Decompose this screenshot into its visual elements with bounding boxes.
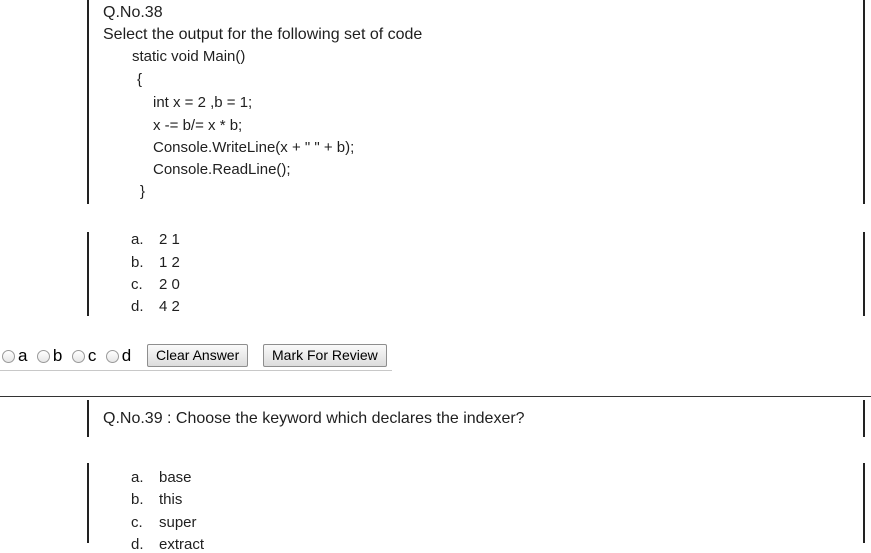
option-text: 4 2 [159, 298, 180, 315]
option-text: base [159, 469, 192, 486]
code-line-7: } [140, 183, 146, 200]
option-letter: d. [131, 536, 144, 553]
code-line-4: x -= b/= x * b; [153, 117, 243, 134]
option-text: extract [159, 536, 205, 553]
q38-right-border [863, 0, 865, 204]
radio-label-c[interactable]: c [87, 346, 97, 365]
option-letter: b. [131, 491, 144, 508]
option-letter: d. [131, 298, 144, 315]
radio-c[interactable] [72, 350, 85, 363]
option-text: 1 2 [159, 254, 180, 271]
option-letter: c. [131, 514, 143, 531]
mark-for-review-button[interactable]: Mark For Review [263, 344, 387, 367]
option-text: this [159, 491, 183, 508]
q39-options-left-border [87, 463, 89, 543]
code-line-5: Console.WriteLine(x + " " + b); [153, 139, 355, 156]
q38-number: Q.No.38 [103, 4, 163, 21]
code-line-2: { [137, 71, 143, 88]
radio-b[interactable] [37, 350, 50, 363]
answer-radios [2, 346, 136, 366]
option-text: 2 0 [159, 276, 180, 293]
q38-options-right-border [863, 232, 865, 316]
code-line-6: Console.ReadLine(); [153, 161, 291, 178]
q38-options-left-border [87, 232, 89, 316]
clear-answer-button[interactable]: Clear Answer [147, 344, 248, 367]
q39-options-right-border [863, 463, 865, 543]
q39-title: Q.No.39 : Choose the keyword which declares the indexer? [103, 410, 525, 427]
option-text: 2 1 [159, 231, 180, 248]
option-letter: a. [131, 231, 144, 248]
q38-left-border [87, 0, 89, 204]
radio-d[interactable] [106, 350, 119, 363]
q38-prompt: Select the output for the following set of code [103, 26, 423, 43]
radio-a[interactable] [2, 350, 15, 363]
option-letter: b. [131, 254, 144, 271]
radio-label-a[interactable]: a [18, 346, 28, 365]
option-letter: a. [131, 469, 144, 486]
radio-label-d[interactable]: d [121, 346, 132, 365]
q39-right-border [863, 400, 865, 437]
radio-label-b[interactable]: b [52, 346, 63, 365]
code-line-3: int x = 2 ,b = 1; [153, 94, 253, 111]
q39-left-border [87, 400, 89, 437]
code-line-1: static void Main() [132, 48, 246, 65]
option-letter: c. [131, 276, 143, 293]
option-text: super [159, 514, 197, 531]
question-separator [0, 396, 871, 397]
